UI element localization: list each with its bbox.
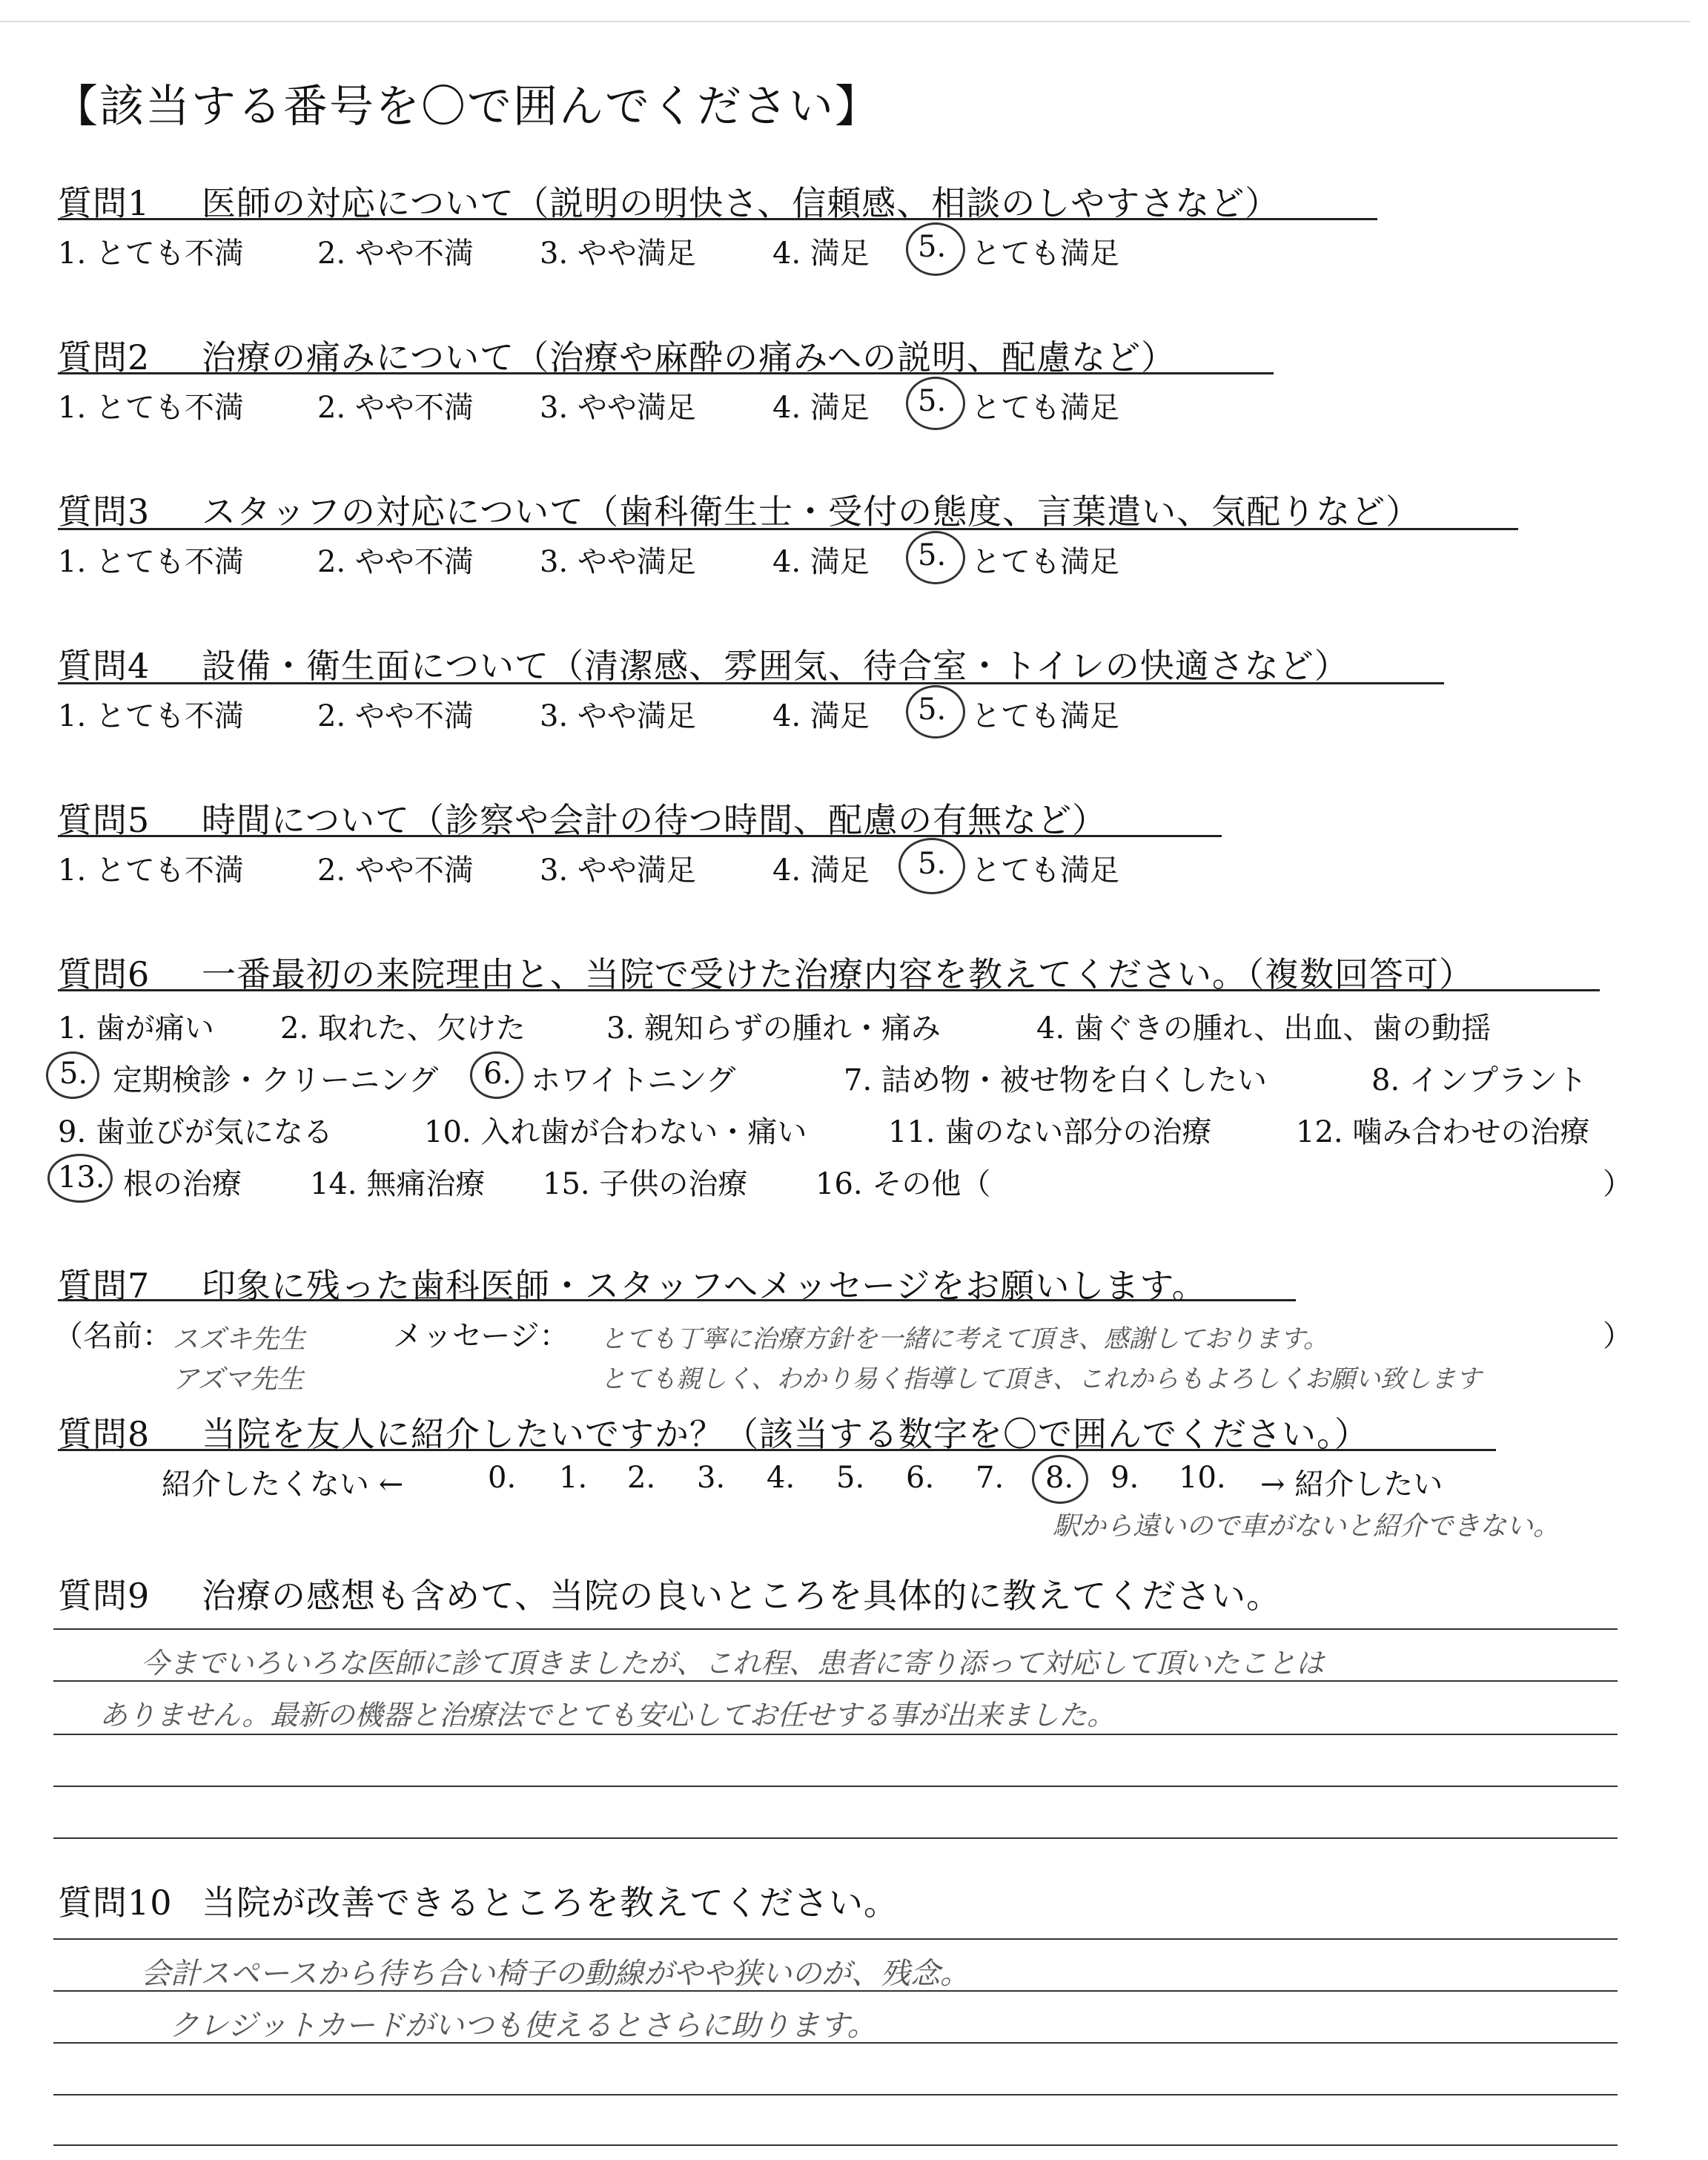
q9-answer-line xyxy=(53,1837,1618,1839)
scale-option-2: 2. やや不満 xyxy=(317,853,474,888)
q2-underline xyxy=(58,372,1274,374)
q8-number-5: 5. xyxy=(836,1461,865,1495)
scale-option-4: 4. 満足 xyxy=(772,237,870,271)
scale-option-2: 2. やや不満 xyxy=(317,699,474,733)
q6-option-10: 10. 入れ歯が合わない・痛い xyxy=(424,1115,807,1149)
selection-circle xyxy=(46,1051,99,1099)
q10-answer-line xyxy=(53,2144,1618,2146)
scale-option-5-label: とても満足 xyxy=(971,391,1119,425)
q6-option-16: 16. その他（ xyxy=(815,1167,991,1201)
scale-option-3: 3. やや満足 xyxy=(540,237,696,271)
selection-circle xyxy=(898,838,965,894)
q7-name-2: アズマ先生 xyxy=(172,1364,304,1395)
q2-text: 治療の痛みについて（治療や麻酔の痛みへの説明、配慮など） xyxy=(202,337,1176,377)
selection-circle xyxy=(906,222,965,276)
q8-left-label: 紹介したくない ← xyxy=(162,1467,404,1502)
q4-label: 質問4 xyxy=(58,646,150,686)
q8-number-8: 8. xyxy=(1045,1461,1074,1495)
q6-option-4: 4. 歯ぐきの腫れ、出血、歯の動揺 xyxy=(1036,1011,1492,1046)
q6-option-5-number: 5. xyxy=(59,1057,88,1091)
q6-text: 一番最初の来院理由と、当院で受けた治療内容を教えてください。（複数回答可） xyxy=(202,954,1474,994)
q7-message-2: とても親しく、わかり易く指導して頂き、これからもよろしくお願い致します xyxy=(600,1364,1481,1394)
q8-number-2: 2. xyxy=(627,1461,656,1495)
q8-number-3: 3. xyxy=(697,1461,726,1495)
scale-option-1: 1. とても不満 xyxy=(58,699,244,733)
q7-label: 質問7 xyxy=(58,1266,150,1306)
q8-right-label: → 紹介したい xyxy=(1260,1467,1443,1502)
q10-label: 質問10 xyxy=(58,1883,173,1923)
q8-label: 質問8 xyxy=(58,1414,150,1454)
q1-underline xyxy=(58,218,1377,220)
scale-option-5: 5. xyxy=(918,847,947,881)
scale-option-5-label: とても満足 xyxy=(971,237,1119,271)
scale-option-5-label: とても満足 xyxy=(971,699,1119,733)
selection-circle xyxy=(47,1154,113,1203)
scale-option-3: 3. やや満足 xyxy=(540,853,696,888)
q5-text: 時間について（診察や会計の待つ時間、配慮の有無など） xyxy=(202,800,1108,840)
q9-answer-line xyxy=(53,1786,1618,1787)
q8-text: 当院を友人に紹介したいですか？（該当する数字を〇で囲んでください。） xyxy=(202,1414,1369,1454)
q7-close-paren: ） xyxy=(1603,1319,1632,1353)
scale-option-5: 5. xyxy=(918,693,947,727)
q3-label: 質問3 xyxy=(58,492,150,532)
scale-option-3: 3. やや満足 xyxy=(540,699,696,733)
scale-option-3: 3. やや満足 xyxy=(540,545,696,579)
q7-text: 印象に残った歯科医師・スタッフへメッセージをお願いします。 xyxy=(202,1266,1207,1306)
scale-option-2: 2. やや不満 xyxy=(317,545,474,579)
scale-option-5: 5. xyxy=(918,230,947,264)
q9-text: 治療の感想も含めて、当院の良いところを具体的に教えてください。 xyxy=(202,1576,1282,1616)
q8-underline xyxy=(58,1449,1496,1451)
scale-option-2: 2. やや不満 xyxy=(317,391,474,425)
q3-underline xyxy=(58,528,1518,530)
q9-answer-1: 今までいろいろな医師に診て頂きましたが、これ程、患者に寄り添って対応して頂いたことは xyxy=(141,1647,1325,1680)
q2-label: 質問2 xyxy=(58,337,150,377)
q8-number-6: 6. xyxy=(906,1461,935,1495)
q10-answer-1: 会計スペースから待ち合い椅子の動線がやや狭いのが、残念。 xyxy=(141,1957,970,1991)
selection-circle xyxy=(906,531,965,584)
scale-option-4: 4. 満足 xyxy=(772,699,870,733)
q6-option-12: 12. 噛み合わせの治療 xyxy=(1296,1115,1590,1149)
q6-label: 質問6 xyxy=(58,954,150,994)
scan-edge xyxy=(0,21,1690,22)
q10-answer-line xyxy=(53,1938,1618,1940)
scale-option-2: 2. やや不満 xyxy=(317,237,474,271)
q6-option-2: 2. 取れた、欠けた xyxy=(280,1011,526,1046)
q6-option-11: 11. 歯のない部分の治療 xyxy=(888,1115,1212,1149)
selection-circle xyxy=(906,685,965,739)
q8-handwritten-note: 駅から遠いので車がないと紹介できない。 xyxy=(1053,1511,1560,1542)
q10-answer-line xyxy=(53,2094,1618,2095)
q6-option-15: 15. 子供の治療 xyxy=(543,1167,748,1201)
selection-circle xyxy=(1032,1455,1088,1504)
q8-number-7: 7. xyxy=(976,1461,1004,1495)
q6-option-6-number: 6. xyxy=(483,1057,512,1091)
scale-option-1: 1. とても不満 xyxy=(58,237,244,271)
q6-option-6-label: ホワイトニング xyxy=(531,1063,736,1097)
scale-option-4: 4. 満足 xyxy=(772,853,870,888)
q8-number-10: 10. xyxy=(1179,1461,1226,1495)
q7-name-1: スズキ先生 xyxy=(172,1324,306,1355)
q10-text: 当院が改善できるところを教えてください。 xyxy=(202,1883,898,1923)
q6-option-1: 1. 歯が痛い xyxy=(58,1011,214,1046)
q4-text: 設備・衛生面について（清潔感、雰囲気、待合室・トイレの快適さなど） xyxy=(202,646,1349,686)
q7-message-label: メッセージ： xyxy=(393,1319,569,1353)
q6-option-13-number: 13. xyxy=(58,1160,105,1195)
q5-underline xyxy=(58,835,1222,837)
q9-answer-line xyxy=(53,1628,1618,1630)
q6-option-8: 8. インプラント xyxy=(1371,1063,1587,1097)
q10-answer-2: クレジットカードがいつも使えるとさらに助ります。 xyxy=(169,2009,877,2043)
q6-option-3: 3. 親知らずの腫れ・痛み xyxy=(606,1011,941,1046)
q8-number-4: 4. xyxy=(767,1461,795,1495)
q8-number-9: 9. xyxy=(1110,1461,1139,1495)
scale-option-3: 3. やや満足 xyxy=(540,391,696,425)
q4-underline xyxy=(58,682,1444,684)
q8-number-0: 0. xyxy=(488,1461,517,1495)
scale-option-5-label: とても満足 xyxy=(971,853,1119,888)
q5-label: 質問5 xyxy=(58,800,150,840)
q1-label: 質問1 xyxy=(58,183,150,223)
q7-message-1: とても丁寧に治療方針を一緒に考えて頂き、感謝しております。 xyxy=(600,1324,1328,1354)
scale-option-5-label: とても満足 xyxy=(971,545,1119,579)
q6-option-13-label: 根の治療 xyxy=(123,1167,242,1201)
scale-option-5: 5. xyxy=(918,384,947,418)
selection-circle xyxy=(470,1051,523,1099)
selection-circle xyxy=(906,377,965,430)
q1-text: 医師の対応について（説明の明快さ、信頼感、相談のしやすさなど） xyxy=(202,183,1280,223)
scale-option-1: 1. とても不満 xyxy=(58,391,244,425)
q9-label: 質問9 xyxy=(58,1576,150,1616)
q8-number-1: 1. xyxy=(559,1461,588,1495)
q6-option-9: 9. 歯並びが気になる xyxy=(58,1115,333,1149)
scale-option-4: 4. 満足 xyxy=(772,545,870,579)
scale-option-4: 4. 満足 xyxy=(772,391,870,425)
q6-option-7: 7. 詰め物・被せ物を白くしたい xyxy=(844,1063,1267,1097)
q9-answer-2: ありません。最新の機器と治療法でとても安心してお任せする事が出来ました。 xyxy=(99,1699,1116,1731)
q6-option-5-label: 定期検診・クリーニング xyxy=(113,1063,439,1097)
scale-option-1: 1. とても不満 xyxy=(58,545,244,579)
q6-underline xyxy=(58,989,1600,991)
scale-option-1: 1. とても不満 xyxy=(58,853,244,888)
q7-name-label: （名前： xyxy=(53,1319,172,1353)
page-title: 【該当する番号を〇で囲んでください】 xyxy=(53,81,881,133)
q3-text: スタッフの対応について（歯科衛生士・受付の態度、言葉遣い、気配りなど） xyxy=(202,492,1421,532)
q7-underline xyxy=(58,1299,1296,1301)
q6-option-16-close: ） xyxy=(1603,1167,1632,1201)
q9-answer-line xyxy=(53,1734,1618,1735)
scale-option-5: 5. xyxy=(918,538,947,572)
q6-option-14: 14. 無痛治療 xyxy=(310,1167,486,1201)
